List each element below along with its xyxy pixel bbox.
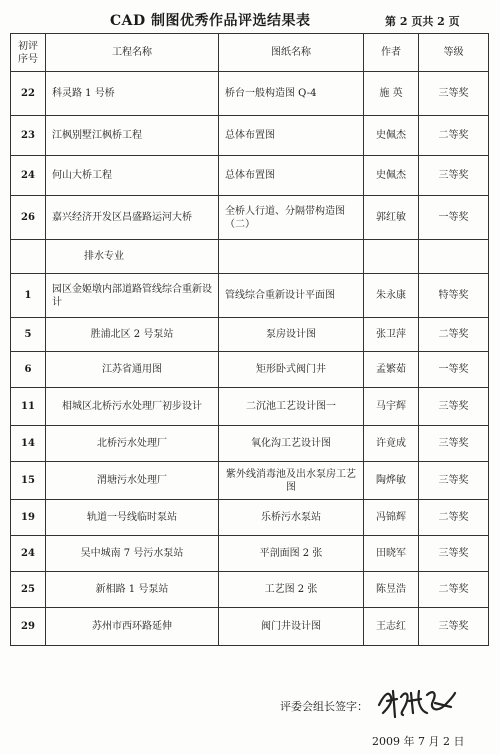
- table-row: [11, 608, 489, 646]
- cell-no: 5: [11, 318, 46, 352]
- cell-author: 施 英: [364, 72, 419, 116]
- cell-no: 26: [11, 196, 46, 240]
- cell-no: 6: [11, 352, 46, 388]
- cell-project: 江枫别墅江枫桥工程: [46, 116, 219, 156]
- table-row: [11, 388, 489, 426]
- cell-author: 朱永康: [364, 274, 419, 318]
- cell-no: [11, 240, 46, 274]
- cell-grade: 三等奖: [419, 156, 489, 196]
- cell-grade: 二等奖: [419, 116, 489, 156]
- table-row: [11, 72, 489, 116]
- cell-author: 孟繁茹: [364, 352, 419, 388]
- cell-grade: 一等奖: [419, 196, 489, 240]
- cell-project: 新相路 1 号泵站: [46, 572, 219, 608]
- table-row: [11, 196, 489, 240]
- cell-project: 轨道一号线临时泵站: [46, 500, 219, 536]
- cell-grade: 一等奖: [419, 352, 489, 388]
- col-header-grade: 等级: [419, 34, 489, 72]
- table-row: [11, 318, 489, 352]
- cell-author: 王志红: [364, 608, 419, 646]
- cell-author: 田晓军: [364, 536, 419, 572]
- col-header-project: 工程名称: [46, 34, 219, 72]
- cell-drawing: 紫外线消毒池及出水泵房工艺图: [219, 462, 364, 500]
- cell-grade: 三等奖: [419, 426, 489, 462]
- signature-date: 2009 年 7 月 2 日: [372, 735, 465, 748]
- cell-no: 1: [11, 274, 46, 318]
- signature-label: 评委会组长签字：: [280, 700, 368, 713]
- cell-drawing: 乐桥污水泵站: [219, 500, 364, 536]
- table-row: [11, 500, 489, 536]
- cell-project: 嘉兴经济开发区昌盛路运河大桥: [46, 196, 219, 240]
- cell-drawing: 矩形卧式阀门井: [219, 352, 364, 388]
- cell-no: 24: [11, 536, 46, 572]
- cell-no: 15: [11, 462, 46, 500]
- cell-project: 科灵路 1 号桥: [46, 72, 219, 116]
- cell-grade: 三等奖: [419, 388, 489, 426]
- table-row: [11, 116, 489, 156]
- cell-author: 史佩杰: [364, 156, 419, 196]
- cell-drawing: [219, 240, 364, 274]
- cell-no: 23: [11, 116, 46, 156]
- cell-drawing: 平剖面图 2 张: [219, 536, 364, 572]
- header-row: [11, 34, 489, 72]
- cell-project: 相城区北桥污水处理厂初步设计: [46, 388, 219, 426]
- cell-no: 24: [11, 156, 46, 196]
- table-row: [11, 274, 489, 318]
- cell-project: 渭塘污水处理厂: [46, 462, 219, 500]
- cell-grade: 二等奖: [419, 572, 489, 608]
- cell-project: 何山大桥工程: [46, 156, 219, 196]
- cell-drawing: 泵房设计图: [219, 318, 364, 352]
- cell-no: 14: [11, 426, 46, 462]
- cell-author: 马宇辉: [364, 388, 419, 426]
- cell-no: 22: [11, 72, 46, 116]
- cell-drawing: 阀门井设计图: [219, 608, 364, 646]
- cell-grade: 二等奖: [419, 318, 489, 352]
- cell-author: 许竟成: [364, 426, 419, 462]
- cell-author: 陶烨敏: [364, 462, 419, 500]
- cell-no: 19: [11, 500, 46, 536]
- cell-project: 江苏省通用图: [46, 352, 219, 388]
- cell-project: 北桥污水处理厂: [46, 426, 219, 462]
- cell-drawing: 总体布置图: [219, 156, 364, 196]
- cell-grade: 三等奖: [419, 462, 489, 500]
- cell-grade: 二等奖: [419, 500, 489, 536]
- col-header-no: 初评 序号: [11, 34, 46, 72]
- cell-drawing: 氧化沟工艺设计图: [219, 426, 364, 462]
- table-row: [11, 536, 489, 572]
- cell-grade: 三等奖: [419, 536, 489, 572]
- cell-no: 25: [11, 572, 46, 608]
- cell-drawing: 管线综合重新设计平面图: [219, 274, 364, 318]
- cell-author: 史佩杰: [364, 116, 419, 156]
- table-row: [11, 156, 489, 196]
- cell-author: 陈昱浩: [364, 572, 419, 608]
- cell-author: 张卫萍: [364, 318, 419, 352]
- results-table: [10, 33, 489, 646]
- cell-author: [364, 240, 419, 274]
- cell-grade: 三等奖: [419, 608, 489, 646]
- cell-drawing: 总体布置图: [219, 116, 364, 156]
- table-title: CAD 制图优秀作品评选结果表: [110, 13, 311, 29]
- cell-project: 苏州市西环路延伸: [46, 608, 219, 646]
- page-info: 第 2 页共 2 页: [385, 15, 460, 28]
- cell-drawing: 桥台一般构造图 Q-4: [219, 72, 364, 116]
- handwritten-signature: [375, 683, 460, 721]
- cell-project: 园区金姬墩内部道路管线综合重新设计: [46, 274, 219, 318]
- table-body: [11, 72, 489, 646]
- col-header-author: 作者: [364, 34, 419, 72]
- cell-drawing: 工艺图 2 张: [219, 572, 364, 608]
- cell-author: 郭红敏: [364, 196, 419, 240]
- cell-grade: [419, 240, 489, 274]
- table-row: [11, 426, 489, 462]
- table-row: [11, 240, 489, 274]
- table-row: [11, 462, 489, 500]
- cell-drawing: 二沉池工艺设计图一: [219, 388, 364, 426]
- cell-grade: 三等奖: [419, 72, 489, 116]
- cell-project: 胜浦北区 2 号泵站: [46, 318, 219, 352]
- table-row: [11, 352, 489, 388]
- cell-author: 冯锦辉: [364, 500, 419, 536]
- table-row: [11, 572, 489, 608]
- cell-no: 29: [11, 608, 46, 646]
- cell-no: 11: [11, 388, 46, 426]
- col-header-drawing: 图纸名称: [219, 34, 364, 72]
- section-heading: 排水专业: [46, 240, 219, 274]
- cell-project: 吴中城南 7 号污水泵站: [46, 536, 219, 572]
- cell-grade: 特等奖: [419, 274, 489, 318]
- cell-drawing: 全桥人行道、分隔带构造图（二）: [219, 196, 364, 240]
